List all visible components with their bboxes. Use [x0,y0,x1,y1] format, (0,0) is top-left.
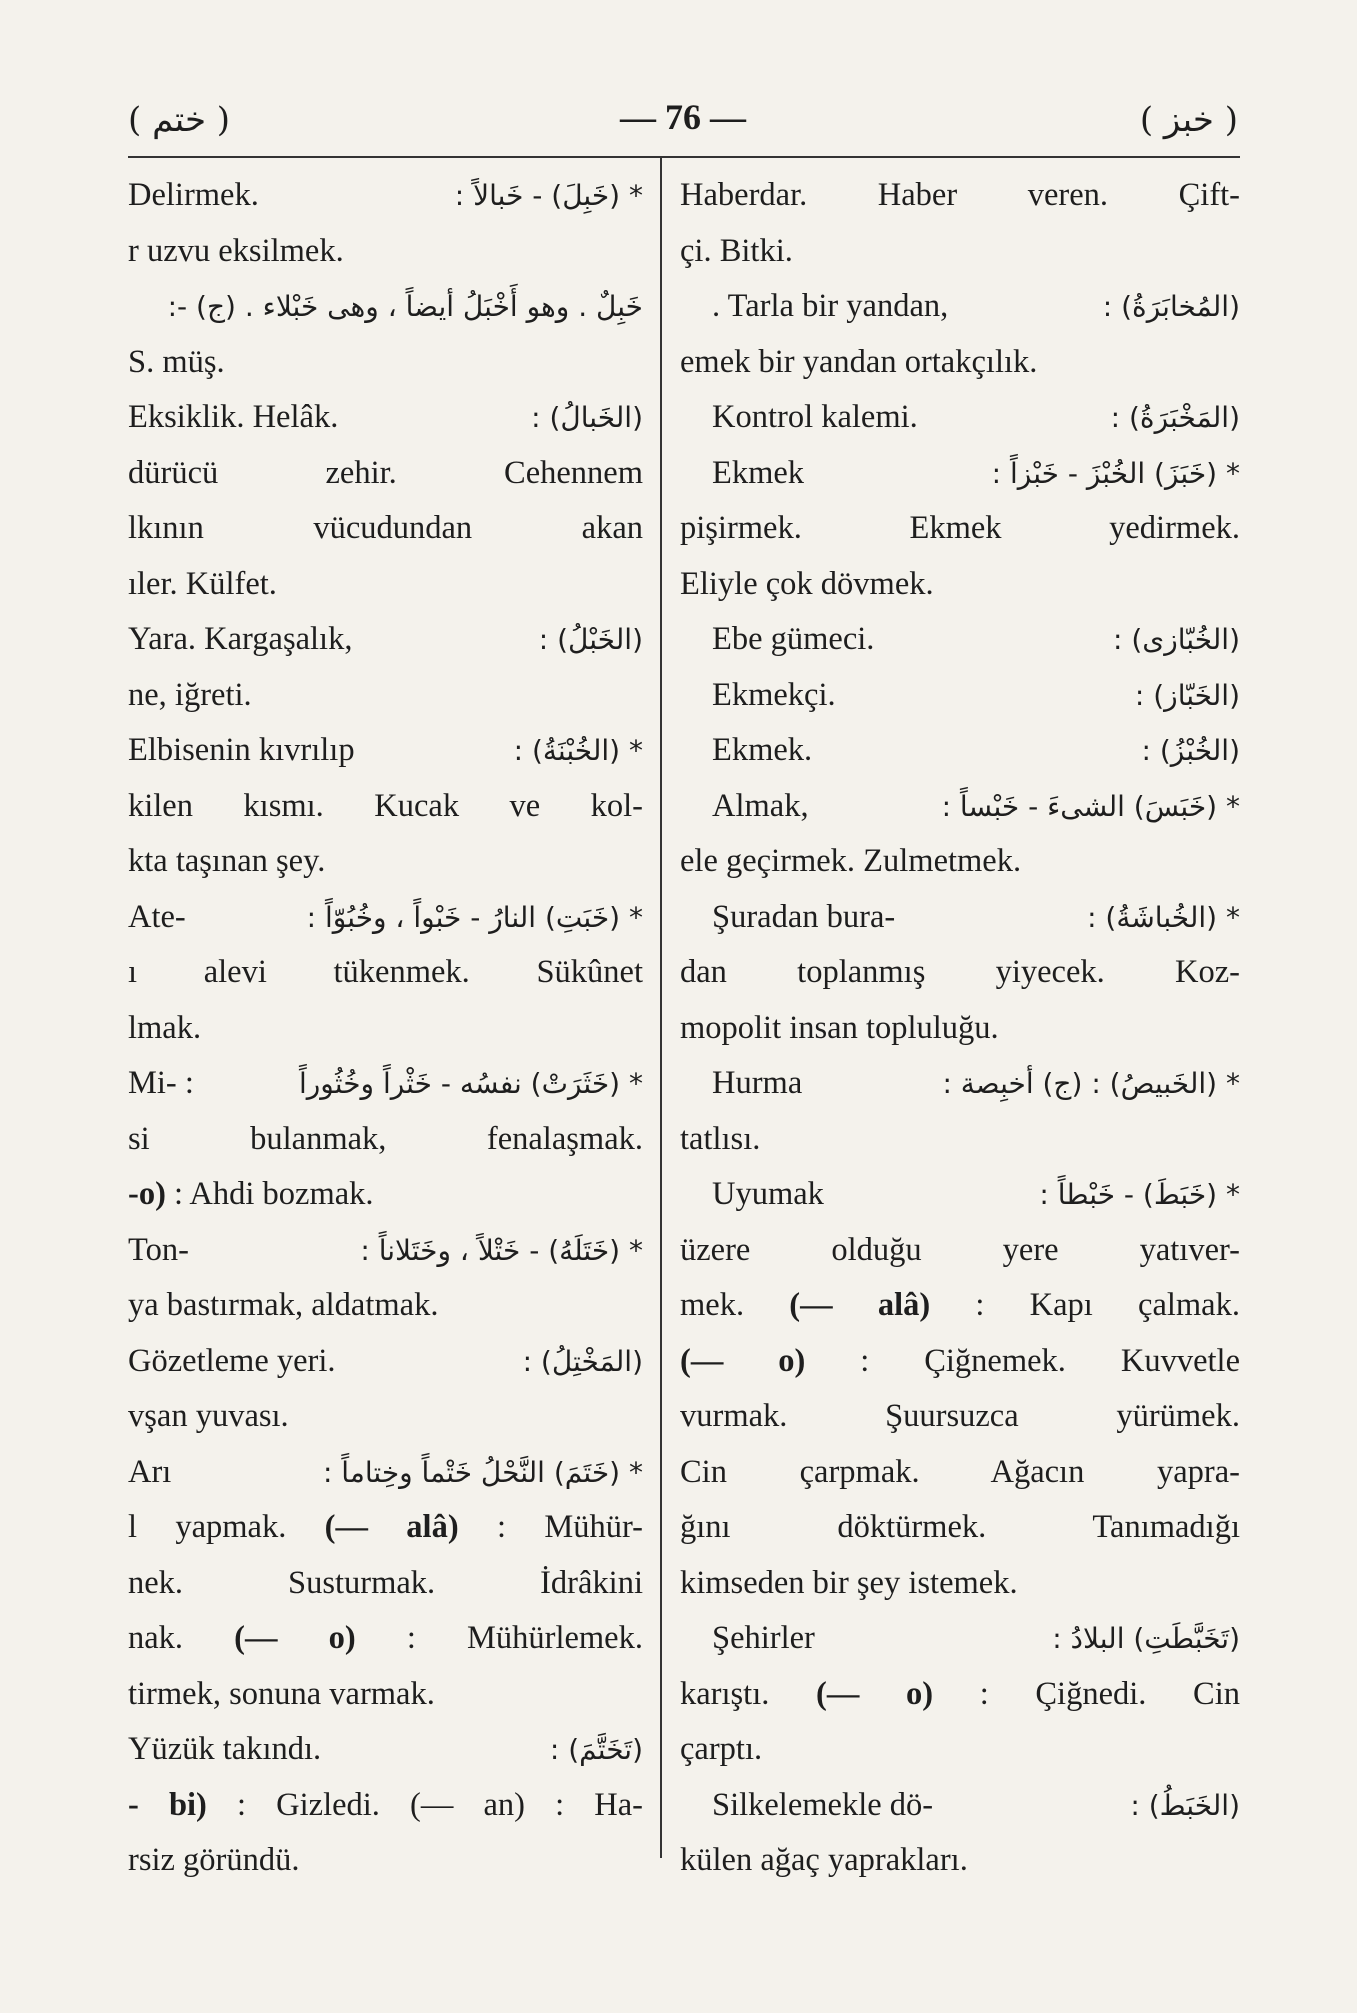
turkish-text: Ate- [128,898,186,935]
entry-line [128,168,643,224]
entry-line [680,723,1240,779]
arabic-headword: (تَخَتَّمَ) : [549,1733,643,1766]
entry-line [128,1778,643,1834]
turkish-text: Şehirler [712,1620,815,1656]
turkish-text: dan toplanmış yiyecek. Koz- [680,954,1240,990]
arabic-headword: (الخَبّاز) : [1134,678,1240,712]
arabic-headword: (الخَبالُ) : [531,401,643,434]
header-right-guide-word: ( خبز ) [1139,100,1238,140]
entry-line [128,446,643,502]
arabic-headword: (الخَبْلُ) : [538,623,643,656]
turkish-text: Arı [128,1453,172,1490]
turkish-text: Şuradan bura- [712,898,896,935]
turkish-text: - bi) : Gizledi. (— an) : Ha- [128,1786,643,1823]
entry-line [128,1667,643,1723]
turkish-text: ıler. Külfet. [128,565,277,602]
turkish-text: -o) : Ahdi bozmak. [128,1176,374,1212]
entry-line [128,1722,643,1778]
entry-line [680,446,1240,502]
turkish-text: Silkelemekle dö- [712,1786,934,1823]
turkish-text: Yara. Kargaşalık, [128,621,353,657]
entry-line [680,1112,1240,1168]
turkish-text: Delirmek. [128,177,259,213]
arabic-headword: * (الخَبيصُ) : (ج) أخبِصة : [942,1067,1240,1100]
column-divider [660,158,662,1858]
turkish-text: külen ağaç yaprakları. [680,1842,968,1878]
entry-line [680,1833,1240,1889]
entry-line [680,1167,1240,1223]
entry-line [680,390,1240,446]
arabic-headword: * (خَبِلَ) - خَبالاً : [454,179,643,212]
header-left-guide-word: ( ختم ) [128,100,231,140]
turkish-text: tirmek, sonuna varmak. [128,1675,435,1712]
entry-line [128,1223,643,1279]
turkish-text: (— o) : Çiğnemek. Kuvvetle [680,1342,1240,1379]
turkish-text: pişirmek. Ekmek yedirmek. [680,510,1240,546]
turkish-text: r uzvu eksilmek. [128,232,344,269]
turkish-text: tatlısı. [680,1120,761,1157]
entry-line [128,890,643,946]
turkish-text: ya bastırmak, aldatmak. [128,1287,439,1323]
entry-line [680,1500,1240,1556]
turkish-text: Ekmekçi. [712,676,836,713]
entry-line [680,1223,1240,1279]
arabic-headword: * (خَتَلَهُ) - خَتْلاً ، وخَتَلاناً : [360,1233,643,1267]
turkish-text: nak. (— o) : Mühürlemek. [128,1620,643,1656]
entry-line [128,1278,643,1334]
turkish-text: ele geçirmek. Zulmetmek. [680,843,1022,879]
page-number: — 76 — [620,97,746,137]
entry-line [128,1611,643,1667]
arabic-headword: * (خَتَمَ) النَّحْلُ خَتْماً وخِتاماً : [322,1455,643,1489]
turkish-text: . Tarla bir yandan, [712,288,949,324]
turkish-text: Eliyle çok dövmek. [680,565,934,602]
turkish-text: çi. Bitki. [680,232,793,269]
turkish-text: emek bir yandan ortakçılık. [680,343,1038,380]
entry-line [128,723,643,779]
entry-line [680,501,1240,557]
turkish-text: Uyumak [712,1176,824,1212]
turkish-text: kimseden bir şey istemek. [680,1564,1018,1601]
entry-line [128,279,643,335]
arabic-headword: (الخُبْزُ) : [1141,734,1240,767]
entry-line [128,1445,643,1501]
turkish-text: Cin çarpmak. Ağacın yapra- [680,1453,1240,1490]
turkish-text: Elbisenin kıvrılıp [128,732,355,768]
entry-line [128,612,643,668]
entry-line [680,890,1240,946]
entry-line [680,1001,1240,1057]
turkish-text: vurmak. Şuursuzca yürümek. [680,1398,1240,1434]
arabic-headword: خَبِلٌ . وهو أَخْبَلُ أيضاً ، وهى خَبْلاء . (ج) -: [167,290,643,323]
turkish-text: ne, iğreti. [128,676,252,713]
turkish-text: Hurma [712,1065,803,1101]
entry-line [128,1001,643,1057]
turkish-text: Ekmek. [712,732,813,768]
right-column [680,168,1240,1889]
turkish-text: nek. Susturmak. İdrâkini [128,1564,643,1601]
entry-line [680,612,1240,668]
turkish-text: karıştı. (— o) : Çiğnedi. Cin [680,1675,1240,1712]
turkish-text: vşan yuvası. [128,1398,289,1434]
entry-line [680,335,1240,391]
turkish-text: rsiz göründü. [128,1842,300,1878]
arabic-headword: (المُخابَرَةُ) : [1102,290,1240,323]
entry-line [680,224,1240,280]
entry-line [128,779,643,835]
entry-line [128,1833,643,1889]
turkish-text: kta taşınan şey. [128,843,326,879]
entry-line [680,1334,1240,1390]
turkish-text: Mi- : [128,1065,194,1101]
entry-line [128,501,643,557]
turkish-text: l yapmak. (— alâ) : Mühür- [128,1509,643,1545]
arabic-headword: (تَخَبَّطَتِ) البلادُ : [1052,1622,1240,1655]
arabic-headword: (المَخْتِلُ) : [522,1344,643,1378]
arabic-headword: * (خَبَزَ) الخُبْزَ - خَبْزاً : [991,456,1240,490]
entry-line [680,1667,1240,1723]
entry-line [680,1278,1240,1334]
entry-line [680,1056,1240,1112]
arabic-headword: * (الخُباشَةُ) : [1087,900,1240,934]
turkish-text: Haberdar. Haber veren. Çift- [680,177,1240,213]
entry-line [128,1167,643,1223]
page-header [128,92,1238,152]
arabic-headword: * (خَبَتِ) النارُ - خَبْواً ، وخُبُوّاً : [306,900,643,934]
entry-line [680,1445,1240,1501]
turkish-text: Gözetleme yeri. [128,1342,336,1379]
turkish-text: lkının vücudundan akan [128,510,643,546]
entry-line [680,557,1240,613]
entry-line [128,557,643,613]
entry-line [128,834,643,890]
arabic-headword: * (خَبَطَ) - خَبْطاً : [1039,1178,1240,1211]
entry-line [680,168,1240,224]
arabic-headword: * (الخُبْنَةُ) : [513,734,643,767]
entry-line [680,1556,1240,1612]
entry-line [680,1722,1240,1778]
turkish-text: Almak, [712,787,809,824]
entry-line [680,945,1240,1001]
arabic-headword: (الخُبّازى) : [1113,623,1240,656]
turkish-text: üzere olduğu yere yatıver- [680,1231,1240,1268]
turkish-text: ğını döktürmek. Tanımadığı [680,1509,1240,1545]
entry-line [128,224,643,280]
arabic-headword: * (خَبَسَ) الشىءَ - خَبْساً : [941,789,1240,823]
entry-line [128,1556,643,1612]
arabic-headword: (المَخْبَرَةُ) : [1110,401,1240,434]
left-column [128,168,643,1889]
entry-line [128,1389,643,1445]
turkish-text: dürücü zehir. Cehennem [128,454,643,491]
turkish-text: mopolit insan topluluğu. [680,1009,999,1046]
entry-line [128,1500,643,1556]
entry-line [128,1056,643,1112]
arabic-headword: * (خَثَرَتْ) نفسُه - خَثْراً وخُثُوراً [299,1067,643,1100]
entry-line [128,1334,643,1390]
entry-line [680,1389,1240,1445]
entry-line [680,834,1240,890]
turkish-text: Ebe gümeci. [712,621,875,657]
header-rule [128,156,1240,158]
turkish-text: Ton- [128,1231,189,1268]
entry-line [680,668,1240,724]
entry-line [680,1611,1240,1667]
entry-line [680,1778,1240,1834]
turkish-text: si bulanmak, fenalaşmak. [128,1120,643,1157]
turkish-text: mek. (— alâ) : Kapı çalmak. [680,1287,1240,1323]
entry-line [128,945,643,1001]
turkish-text: lmak. [128,1009,202,1046]
entry-line [128,390,643,446]
arabic-headword: (الخَبَطُ) : [1130,1788,1240,1822]
turkish-text: Ekmek [712,454,805,491]
turkish-text: ı alevi tükenmek. Sükûnet [128,954,643,990]
turkish-text: kilen kısmı. Kucak ve kol- [128,787,643,824]
entry-line [128,335,643,391]
turkish-text: Kontrol kalemi. [712,399,918,435]
entry-line [128,1112,643,1168]
turkish-text: Eksiklik. Helâk. [128,399,339,435]
turkish-text: Yüzük takındı. [128,1731,322,1767]
entry-line [128,668,643,724]
entry-line [680,779,1240,835]
turkish-text: S. müş. [128,343,225,380]
entry-line [680,279,1240,335]
turkish-text: çarptı. [680,1731,763,1767]
